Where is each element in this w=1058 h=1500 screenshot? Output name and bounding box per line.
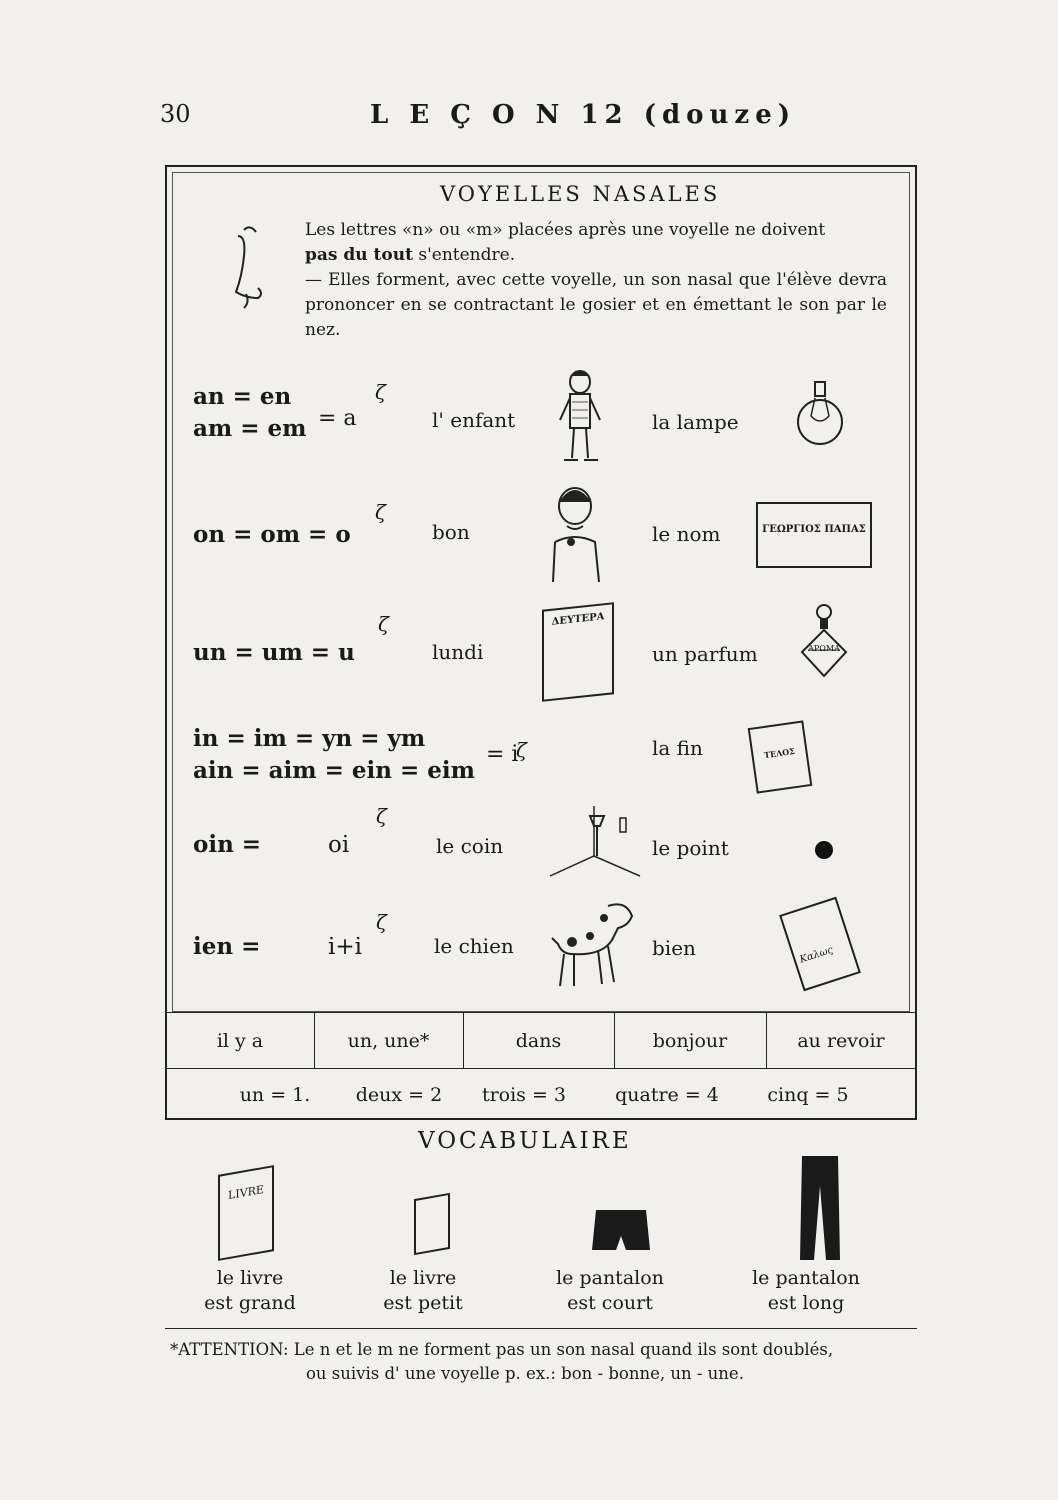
- table-cell: dans: [515, 1030, 562, 1052]
- vocab-caption: [530, 1266, 690, 1316]
- trousers-icon: [798, 1152, 842, 1262]
- nameplate-icon: [756, 502, 872, 568]
- telos-paper-icon: [748, 720, 813, 793]
- number-cell: cinq = 5: [767, 1084, 849, 1106]
- spelling-ain: ain = aim = ein = eim: [193, 757, 475, 784]
- caption-line: le pantalon: [752, 1267, 860, 1289]
- tilde-mark: ζ: [516, 738, 527, 762]
- number-cell: quatre = 4: [615, 1084, 719, 1106]
- caption-line: est court: [567, 1292, 653, 1314]
- spelling-oi: oi: [328, 832, 350, 858]
- tilde-mark: ζ: [376, 910, 387, 934]
- tilde-mark: ζ: [378, 612, 389, 636]
- letter-label: Καλως: [798, 944, 835, 966]
- lamp-bulb-icon: [795, 378, 845, 458]
- rule-1b: [305, 243, 887, 268]
- lesson-title: L E Ç O N 12 (douze): [370, 100, 797, 130]
- number-cell: deux = 2: [355, 1084, 443, 1106]
- spelling-ien: ien =: [193, 933, 261, 960]
- calendar-label: ΔΕΥΤΕΡΑ: [551, 611, 605, 628]
- spelling-oin: oin =: [193, 831, 262, 858]
- child-icon: [550, 368, 610, 468]
- box-title: VOYELLES NASALES: [440, 182, 721, 206]
- tilde-mark: ζ: [375, 380, 386, 404]
- caption-line: est long: [767, 1292, 845, 1314]
- rule-1b-rest: s'entendre.: [412, 245, 516, 265]
- girl-icon: [545, 482, 605, 587]
- number-cell: trois = 3: [481, 1084, 567, 1106]
- rule-1b-bold: pas du tout: [305, 245, 413, 265]
- room-corner-icon: [550, 806, 640, 886]
- nose-icon: [230, 222, 280, 312]
- attention-rule: [165, 1328, 917, 1329]
- spelling-am: am = em: [193, 415, 307, 442]
- caption-line: le pantalon: [556, 1267, 664, 1289]
- perfume-bottle-icon: [796, 602, 852, 682]
- table-cell: bonjour: [652, 1030, 728, 1052]
- vocabulary-title: VOCABULAIRE: [418, 1128, 632, 1154]
- word-enfant: l' enfant: [432, 408, 516, 432]
- spelling-un: un = um = u: [193, 639, 355, 666]
- caption-line: le livre: [216, 1267, 284, 1289]
- word-nom: le nom: [652, 522, 721, 546]
- rule-2: — Elles forment, avec cette voyelle, un son nasal que l'élève devra prononcer en se contractant le gosier et en émettant le son par le nez.: [305, 270, 887, 340]
- table-top-rule: [166, 1012, 916, 1013]
- word-parfum: un parfum: [652, 642, 758, 666]
- nameplate-text: ΓΕΩΡΓΙΟΣ ΠΑΠΑΣ: [762, 524, 866, 535]
- vocab-caption: [348, 1266, 498, 1316]
- perfume-label: ΑΡΩΜΑ: [808, 644, 840, 653]
- rule-1a: Les lettres «n» ou «m» placées après une voyelle ne doivent: [305, 220, 826, 240]
- table-cell: au revoir: [797, 1030, 885, 1052]
- telos-label: ΤΕΛΟΣ: [763, 745, 796, 761]
- big-book-icon: [218, 1165, 274, 1261]
- table-cell: un, une*: [347, 1030, 430, 1052]
- equals-i: = i: [486, 742, 519, 767]
- vocab-caption: [175, 1266, 325, 1316]
- tilde-mark: ζ: [375, 500, 386, 524]
- word-fin: la fin: [652, 736, 703, 760]
- calendar-book-icon: [542, 602, 614, 702]
- equals-a: = a: [318, 406, 357, 431]
- word-lampe: la lampe: [652, 410, 739, 434]
- dog-icon: [538, 896, 638, 992]
- attention-line-2: ou suivis d' une voyelle p. ex.: bon - bonne, un - une.: [306, 1364, 744, 1383]
- spelling-an: an = en: [193, 383, 292, 410]
- word-coin: le coin: [436, 834, 504, 858]
- word-bon: bon: [432, 520, 470, 544]
- word-chien: le chien: [434, 934, 514, 958]
- page-number: 30: [160, 100, 191, 128]
- dot-icon: [814, 840, 834, 860]
- small-book-icon: [414, 1193, 450, 1255]
- number-cell: un = 1.: [239, 1084, 311, 1106]
- caption-line: est petit: [383, 1292, 463, 1314]
- caption-line: le livre: [389, 1267, 457, 1289]
- table-cell: il y a: [216, 1030, 264, 1052]
- rules-text: [305, 218, 887, 343]
- attention-note: [170, 1338, 833, 1386]
- spelling-in: in = im = yn = ym: [193, 725, 426, 752]
- spelling-ii: i+i: [328, 934, 362, 960]
- word-point: le point: [652, 836, 729, 860]
- spelling-on: on = om = o: [193, 521, 351, 548]
- tilde-mark: ζ: [376, 804, 387, 828]
- table-mid-rule: [166, 1068, 916, 1069]
- shorts-icon: [592, 1206, 650, 1256]
- word-bien: bien: [652, 936, 696, 960]
- big-book-label: LIVRE: [228, 1182, 264, 1203]
- vocab-caption: [726, 1266, 886, 1316]
- attention-line-1: *ATTENTION: Le n et le m ne forment pas un son nasal quand ils sont doublés,: [170, 1340, 834, 1359]
- caption-line: est grand: [204, 1292, 296, 1314]
- word-lundi: lundi: [432, 640, 484, 664]
